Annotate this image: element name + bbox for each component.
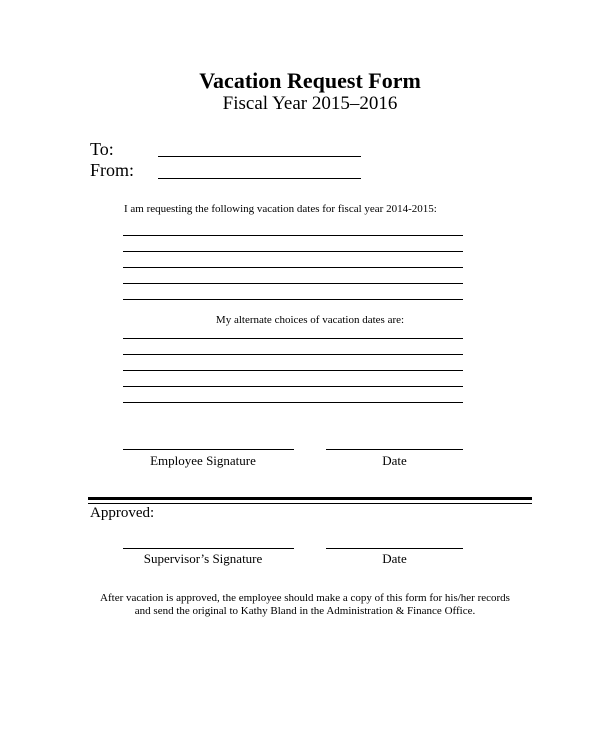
- alternate-line-3[interactable]: [123, 370, 463, 371]
- request-line-4[interactable]: [123, 283, 463, 284]
- alternate-line-4[interactable]: [123, 386, 463, 387]
- from-label: From:: [90, 160, 135, 180]
- request-line-1[interactable]: [123, 235, 463, 236]
- to-field[interactable]: [158, 156, 361, 157]
- from-field[interactable]: [158, 178, 361, 179]
- employee-date-line[interactable]: [326, 449, 463, 450]
- alternate-prompt: My alternate choices of vacation dates are:: [215, 314, 405, 326]
- alternate-line-5[interactable]: [123, 402, 463, 403]
- request-line-3[interactable]: [123, 267, 463, 268]
- request-line-2[interactable]: [123, 251, 463, 252]
- employee-date-label: Date: [382, 453, 407, 468]
- divider-thin: [88, 503, 532, 504]
- supervisor-date-line[interactable]: [326, 548, 463, 549]
- supervisor-date-label: Date: [382, 551, 407, 566]
- footer-instructions-line-1: After vacation is approved, the employee should make a copy of this form for his/her records: [100, 592, 510, 604]
- request-prompt: I am requesting the following vacation dates for fiscal year 2014-2015:: [124, 203, 437, 215]
- employee-signature-line[interactable]: [123, 449, 294, 450]
- approved-label: Approved:: [90, 505, 155, 521]
- alternate-line-2[interactable]: [123, 354, 463, 355]
- alternate-line-1[interactable]: [123, 338, 463, 339]
- supervisor-signature-label: Supervisor’s Signature: [143, 551, 263, 566]
- form-subtitle: Fiscal Year 2015–2016: [222, 93, 398, 114]
- form-title: Vacation Request Form: [199, 68, 421, 93]
- request-line-5[interactable]: [123, 299, 463, 300]
- employee-signature-label: Employee Signature: [150, 453, 256, 468]
- divider-thick: [88, 497, 532, 500]
- supervisor-signature-line[interactable]: [123, 548, 294, 549]
- to-label: To:: [90, 139, 114, 159]
- footer-instructions-line-2: and send the original to Kathy Bland in the Administration & Finance Office.: [134, 605, 476, 617]
